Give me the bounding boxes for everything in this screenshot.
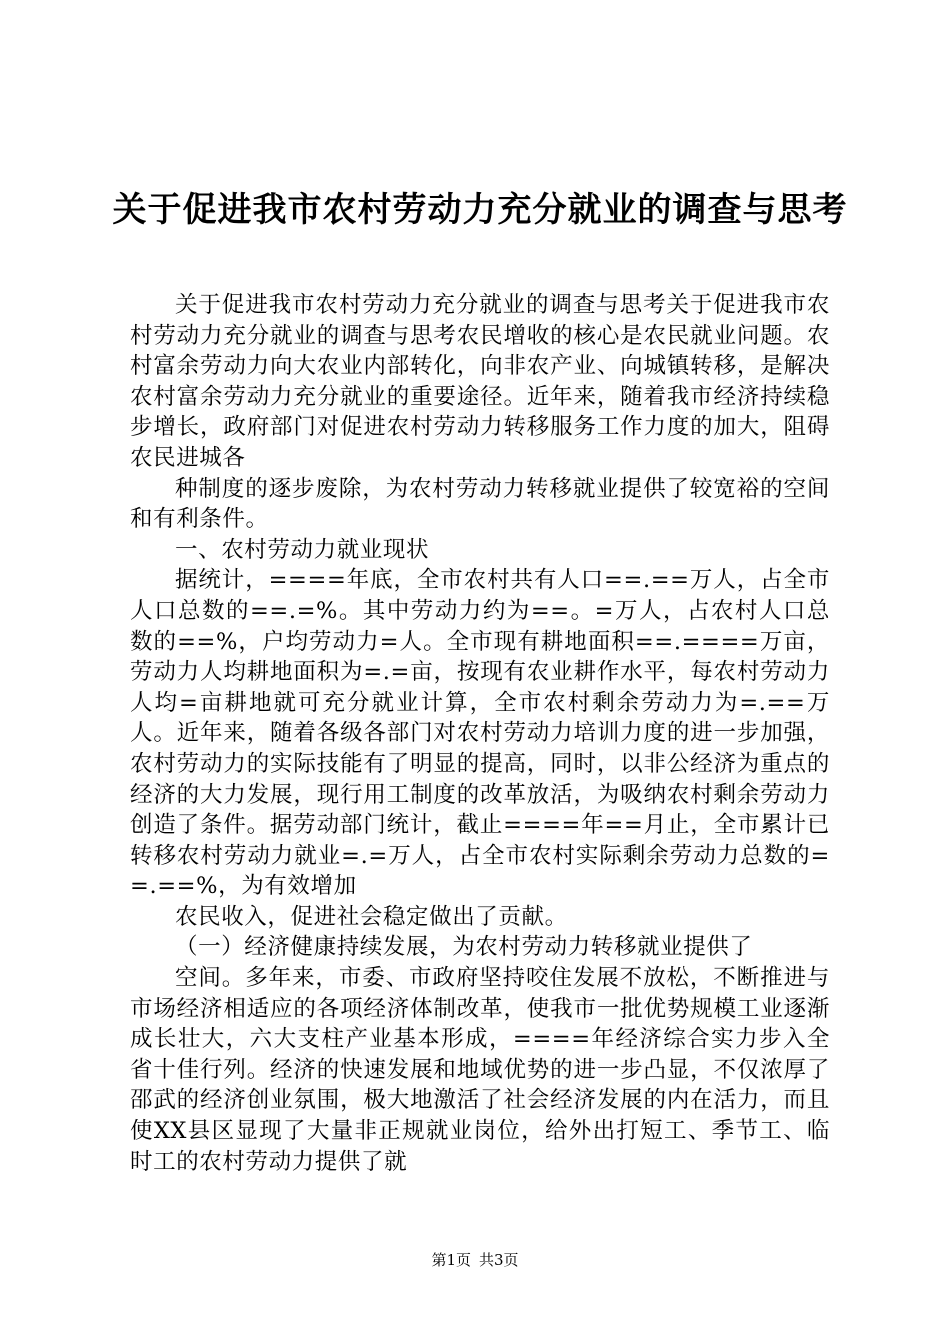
- paragraph-intro: 关于促进我市农村劳动力充分就业的调查与思考关于促进我市农村劳动力充分就业的调查与思考农民增收的核心是农民就业问题。农村富余劳动力向大农业内部转化，向非农产业、向城镇转移，是解决农村富余劳动力充分就业的重要途径。近年来，随着我市经济持续稳步增长，政府部门对促进农村劳动力转移服务工作力度的加大，阻碍农民进城各: [130, 292, 830, 471]
- page-footer: [0, 1250, 950, 1270]
- paragraph-economy: 空间。多年来，市委、市政府坚持咬住发展不放松，不断推进与市场经济相适应的各项经济体制改革，使我市一批优势规模工业逐渐成长壮大，六大支柱产业基本形成，====年经济综合实力步入全省十佳行列。经济的快速发展和地域优势的进一步凸显，不仅浓厚了邵武的经济创业氛围，极大地激活了社会经济发展的内在活力，而且使XX县区显现了大量非正规就业岗位，给外出打短工、季节工、临时工的农村劳动力提供了就: [130, 965, 830, 1175]
- paragraph-statistics-continued: 农民收入，促进社会稳定做出了贡献。: [175, 903, 568, 930]
- document-body: [130, 290, 830, 1177]
- paragraph-intro-continued: 种制度的逐步废除，为农村劳动力转移就业提供了较宽裕的空间和有利条件。: [130, 475, 830, 533]
- page-number: 第1页: [431, 1251, 471, 1269]
- section-heading: 一、农村劳动力就业现状: [175, 536, 430, 563]
- subsection-heading: （一）经济健康持续发展，为农村劳动力转移就业提供了: [175, 934, 753, 961]
- paragraph-statistics: 据统计，====年底，全市农村共有人口==.==万人，占全市人口总数的==.=%。其中劳动力约为==。=万人，占农村人口总数的==%，户均劳动力=人。全市现有耕地面积==.====万亩，劳动力人均耕地面积为=.=亩，按现有农业耕作水平，每农村劳动力人均=亩耕地就可充分就业计算，全市农村剩余劳动力为=.==万人。近年来，随着各级各部门对农村劳动力培训力度的进一步加强，农村劳动力的实际技能有了明显的提高，同时，以非公经济为重点的经济的大力发展，现行用工制度的改革放活，为吸纳农村剩余劳动力创造了条件。据劳动部门统计，截止====年==月止，全市累计已转移农村劳动力就业=.=万人，占全市农村实际剩余劳动力总数的==.==%，为有效增加: [130, 567, 830, 900]
- document-title: 关于促进我市农村劳动力充分就业的调查与思考: [112, 190, 848, 230]
- page-count: 共3页: [479, 1251, 519, 1269]
